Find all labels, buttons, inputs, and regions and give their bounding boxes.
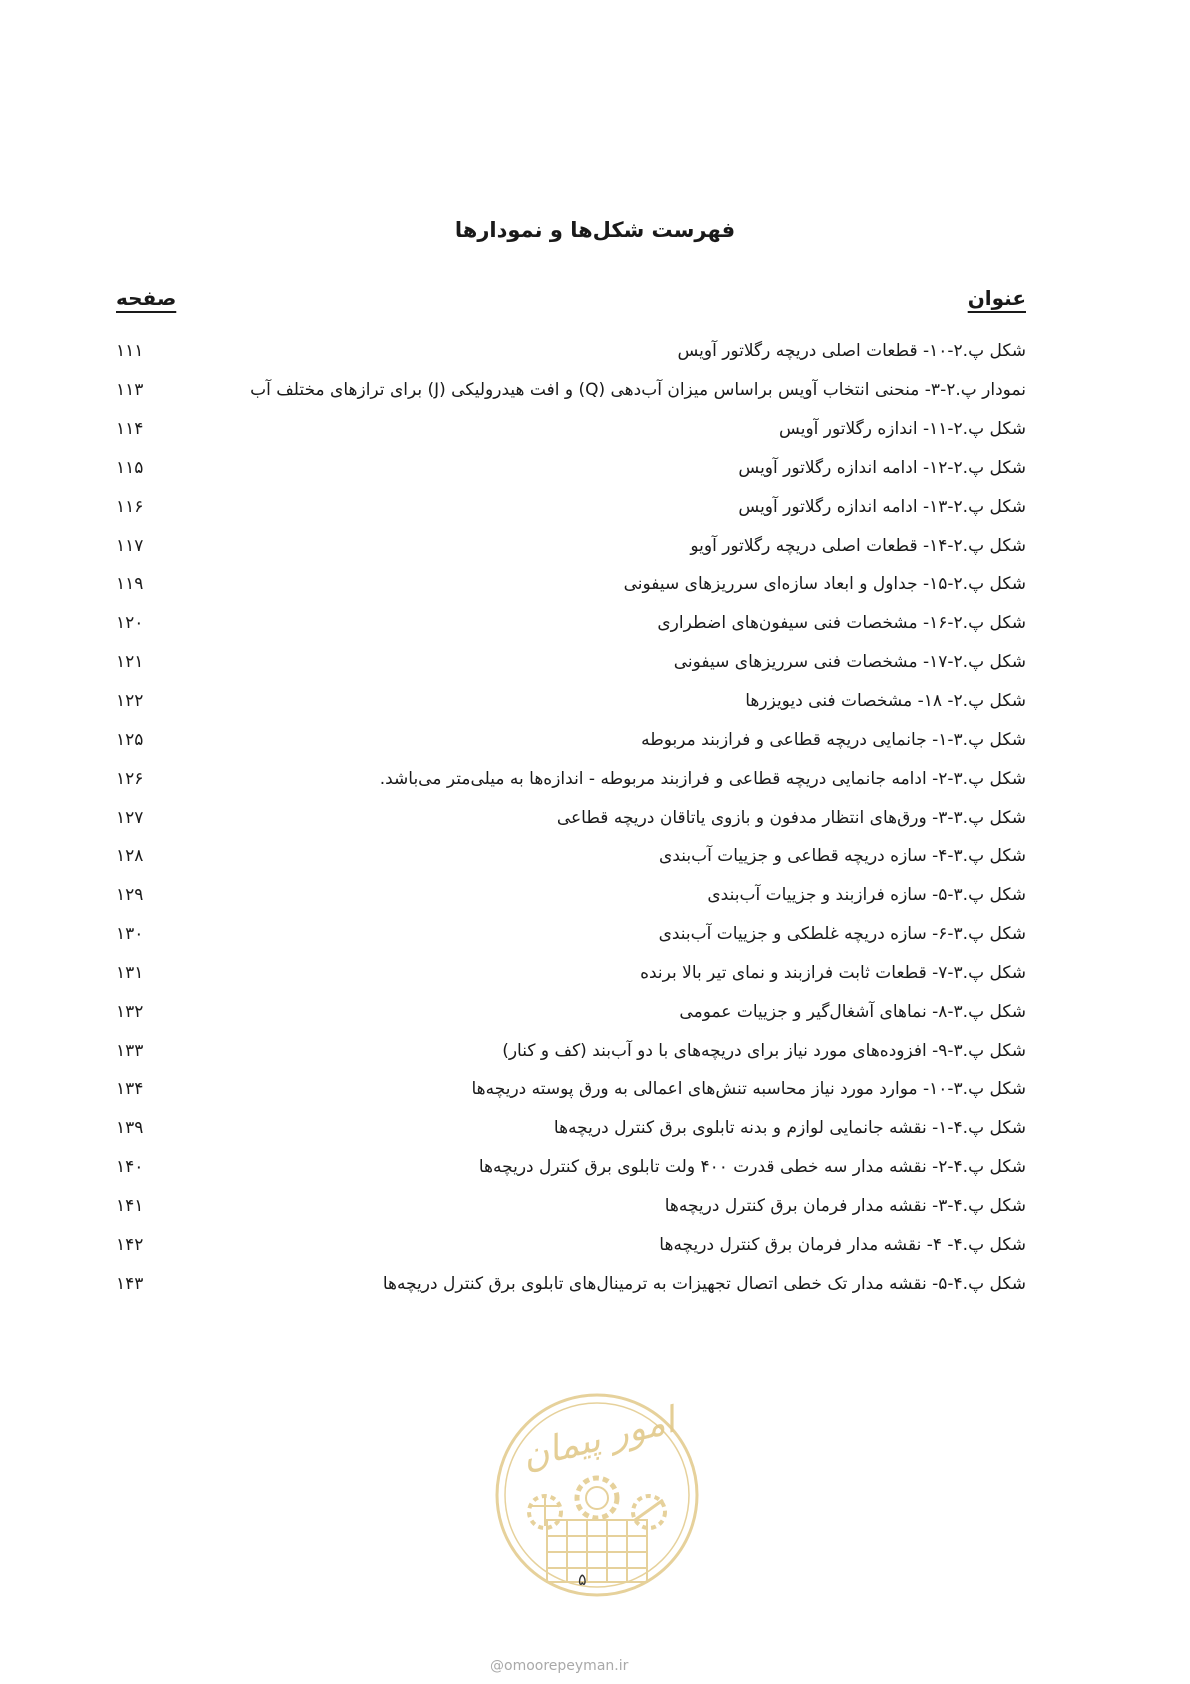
toc-page-number: ۱۱۳ [116, 380, 144, 401]
toc-entry [116, 449, 1026, 488]
toc-page-number: ۱۴۲ [116, 1234, 144, 1255]
toc-title: شکل پ.۴-۲- نقشه مدار سه خطی قدرت ۴۰۰ ولت تابلوی برق کنترل دریچه‌ها [478, 1157, 1026, 1178]
column-header-title: عنوان [967, 286, 1026, 310]
toc-entry [116, 759, 1026, 798]
toc-page-number: ۱۴۱ [116, 1195, 144, 1216]
toc-page-number: ۱۱۴ [116, 419, 144, 440]
toc-page-number: ۱۴۳ [116, 1273, 144, 1294]
column-header-page: صفحه [116, 286, 177, 310]
toc-entry [116, 604, 1026, 643]
toc-title: شکل پ.۳-۶- سازه دریچه غلطکی و جزییات آب‌بندی [658, 924, 1026, 945]
toc-entry [116, 1148, 1026, 1187]
toc-title: شکل پ.۳-۵- سازه فرازبند و جزییات آب‌بندی [707, 885, 1026, 906]
toc-page-number: ۱۳۹ [116, 1118, 144, 1139]
toc-entry [116, 1225, 1026, 1264]
toc-page-number: ۱۳۱ [116, 962, 144, 983]
toc-title: شکل پ.۲-۱۱- اندازه رگلاتور آویس [779, 419, 1026, 440]
toc-page-number: ۱۲۵ [116, 729, 144, 750]
toc-page-number: ۱۳۴ [116, 1079, 144, 1100]
toc-entry [116, 1031, 1026, 1070]
toc-page-number: ۱۲۲ [116, 691, 144, 712]
toc-title: نمودار پ.۲-۳- منحنی انتخاب آویس براساس میزان آب‌دهی (Q) و افت هیدرولیکی (J) برای ترازهای مختلف آب [250, 380, 1026, 401]
toc-title: شکل پ.۳-۸- نماهای آشغال‌گیر و جزییات عمومی [679, 1001, 1026, 1022]
toc-title: شکل پ.۳-۱- جانمایی دریچه قطاعی و فرازبند مربوطه [641, 729, 1026, 750]
toc-page-number: ۱۱۱ [116, 341, 144, 362]
toc-entry [116, 1264, 1026, 1303]
toc-title: شکل پ.۳-۴- سازه دریچه قطاعی و جزییات آب‌بندی [659, 846, 1026, 867]
toc-page-number: ۱۱۶ [116, 496, 144, 517]
toc-entry [116, 1187, 1026, 1226]
toc-title: شکل پ.۳-۷- قطعات ثابت فرازبند و نمای تیر بالا برنده [640, 962, 1026, 983]
toc-title: شکل پ.۲-۱۵- جداول و ابعاد سازه‌ای سرریزهای سیفونی [623, 574, 1026, 595]
toc-entry [116, 915, 1026, 954]
toc-entry [116, 1070, 1026, 1109]
toc-entry [116, 876, 1026, 915]
toc-page-number: ۱۱۷ [116, 535, 144, 556]
toc-title: شکل پ.۴-۳- نقشه مدار فرمان برق کنترل دریچه‌ها [664, 1195, 1026, 1216]
toc-page-number: ۱۴۰ [116, 1157, 144, 1178]
toc-title: شکل پ.۳-۲- ادامه جانمایی دریچه قطاعی و فرازبند مربوطه - اندازه‌ها به میلی‌متر می‌باشد. [379, 768, 1026, 789]
toc-page-number: ۱۱۹ [116, 574, 144, 595]
toc-entry [116, 410, 1026, 449]
page-number: ۵ [578, 1570, 587, 1589]
toc-page-number: ۱۲۰ [116, 613, 144, 634]
toc-entry [116, 682, 1026, 721]
toc-title: شکل پ.۲-۱۶- مشخصات فنی سیفون‌های اضطراری [657, 613, 1026, 634]
toc-title: شکل پ.۳-۱۰- موارد مورد نیاز محاسبه تنش‌های اعمالی به ورق پوسته دریچه‌ها [471, 1079, 1026, 1100]
toc-title: شکل پ.۲-۱۲- ادامه اندازه رگلاتور آویس [738, 457, 1026, 478]
toc-entry [116, 798, 1026, 837]
toc-entry [116, 643, 1026, 682]
toc-title: شکل پ.۴- ۴- نقشه مدار فرمان برق کنترل دریچه‌ها [659, 1234, 1026, 1255]
toc-entry [116, 992, 1026, 1031]
toc-page-number: ۱۱۵ [116, 457, 144, 478]
page-title: فهرست شکل‌ها و نمودارها [454, 218, 736, 242]
toc-entry [116, 1109, 1026, 1148]
toc-page-number: ۱۲۶ [116, 768, 144, 789]
toc-page-number: ۱۲۹ [116, 885, 144, 906]
toc-title: شکل پ.۲-۱۴- قطعات اصلی دریچه رگلاتور آویو [690, 535, 1026, 556]
toc-entry [116, 487, 1026, 526]
toc-entry [116, 954, 1026, 993]
toc-title: شکل پ.۲-۱۰- قطعات اصلی دریچه رگلاتور آویس [677, 341, 1026, 362]
toc-title: شکل پ.۲- ۱۸- مشخصات فنی دیویزرها [745, 691, 1026, 712]
toc-title: شکل پ.۲-۱۷- مشخصات فنی سرریزهای سیفونی [673, 652, 1026, 673]
figure-list [116, 332, 1026, 1303]
toc-page-number: ۱۳۲ [116, 1001, 144, 1022]
toc-entry [116, 332, 1026, 371]
toc-page-number: ۱۲۷ [116, 807, 144, 828]
toc-entry [116, 720, 1026, 759]
omoorepeyman-seal-logo [485, 1390, 710, 1600]
svg-text:امور پیمان: امور پیمان [517, 1399, 679, 1478]
toc-entry [116, 526, 1026, 565]
toc-entry [116, 371, 1026, 410]
toc-page-number: ۱۳۰ [116, 924, 144, 945]
toc-title: شکل پ.۴-۱- نقشه جانمایی لوازم و بدنه تابلوی برق کنترل دریچه‌ها [553, 1118, 1026, 1139]
toc-title: شکل پ.۳-۹- افزوده‌های مورد نیاز برای دریچه‌های با دو آب‌بند (کف و کنار) [502, 1040, 1026, 1061]
toc-title: شکل پ.۳-۳- ورق‌های انتظار مدفون و بازوی یاتاقان دریچه قطاعی [556, 807, 1026, 828]
toc-entry [116, 837, 1026, 876]
toc-title: شکل پ.۴-۵- نقشه مدار تک خطی اتصال تجهیزات به ترمینال‌های تابلوی برق کنترل دریچه‌ها [382, 1273, 1026, 1294]
site-url-watermark: @omoorepeyman.ir [490, 1658, 629, 1674]
toc-page-number: ۱۲۱ [116, 652, 144, 673]
toc-page-number: ۱۳۳ [116, 1040, 144, 1061]
toc-entry [116, 565, 1026, 604]
toc-title: شکل پ.۲-۱۳- ادامه اندازه رگلاتور آویس [738, 496, 1026, 517]
toc-page-number: ۱۲۸ [116, 846, 144, 867]
